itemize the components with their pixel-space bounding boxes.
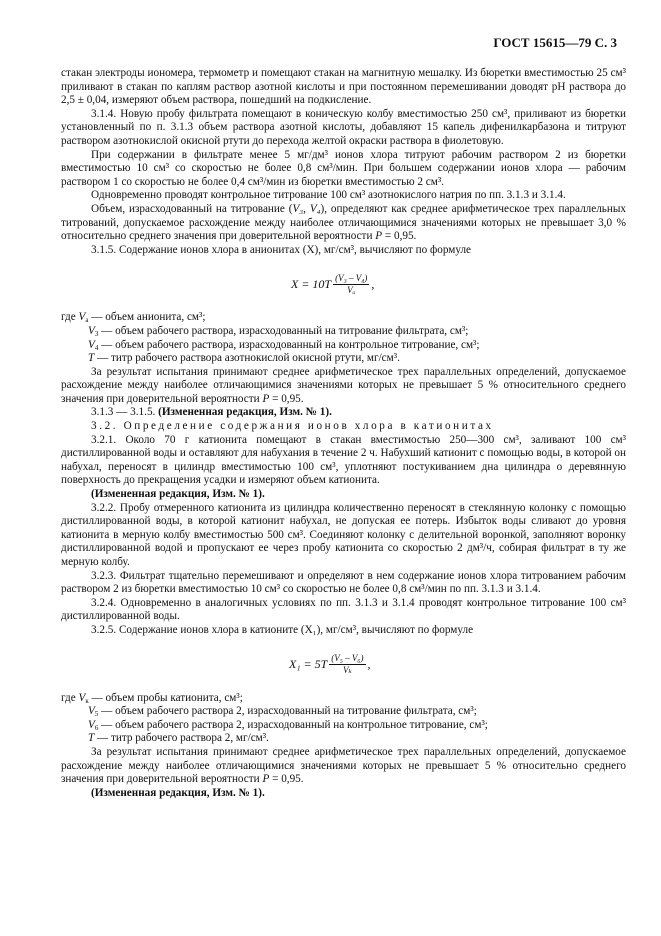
formula-numerator: (V₅ – V₆) <box>331 653 364 664</box>
definition-item: $V_3$ — объем рабочего раствора, израсходованный на титрование фильтрата, см³; <box>88 324 469 338</box>
paragraph: Объем, израсходованный на титрование (V₃, V₄), определяют как среднее арифметическое трех параллельных титрований, допускаемое расхождение между наиболее отличающимися значениями которых не превышает 3,0 % относительно среднего значения при доверительной вероятности P = 0,95. <box>61 202 627 243</box>
page-content <box>61 67 626 800</box>
paragraph-3-2-5: 3.2.5. Содержание ионов хлора в катионите (X₁), мг/см³, вычисляют по формуле <box>91 623 474 636</box>
definition-item: $V_5$ — объем рабочего раствора 2, израсходованный на титрование фильтрата, см³; <box>88 705 477 719</box>
paragraph-3-1-4: 3.1.4. Новую пробу фильтрата помещают в коническую колбу вместимостью 250 см³, приливают из бюретки установленный по п. 3.1.3 объем раствора азотной кислоты, добавляют 15 капель дифенилкарбазона и титруют раствором азотнокислой окисной ртути до перехода желтой окраски раствора в фиолетовую. <box>61 107 626 147</box>
formula-anion <box>61 267 626 301</box>
definition-item: где $V_а$ — объем анионита, см³; <box>61 311 206 325</box>
amendment-note: (Измененная редакция, Изм. № 1). <box>91 488 265 501</box>
formula-denominator: Vₖ <box>343 665 352 676</box>
amendment-note: (Измененная редакция, Изм. № 1). <box>91 786 265 799</box>
paragraph-3-2-1: 3.2.1. Около 70 г катионита помещают в стакан вместимостью 250—300 см³, заливают 100 см³ дистиллированной воды и оставляют для набухания в течение 2 ч. Набухший катионит с помощью воды, в которой он набухал, переносят в цилиндр вместимостью 100 см³, уплотняют постукиванием дна цилиндра о деревянную поверхность до прекращения усадки и измеряют объем катионита. <box>61 433 626 487</box>
definition-item: $V_4$ — объем рабочего раствора, израсходованный на контрольное титрование, см³; <box>88 338 480 352</box>
paragraph: При содержании в фильтрате менее 5 мг/дм³ ионов хлора титруют рабочим раствором 2 из бюретки вместимостью 10 см³ со скоростью не более 0,8 см³/мин. При большем содержании ионов хлора — рабочим раствором 1 со скоростью не более 0,4 см³/мин из бюретки вместимостью 2 см³. <box>61 148 626 188</box>
definition-item: T — титр рабочего раствора азотнокислой окисной ртути, мг/см³. <box>88 352 400 365</box>
paragraph: Одновременно проводят контрольное титрование 100 см³ азотнокислого натрия по пп. 3.1.3 и 3.1.4. <box>91 189 566 202</box>
paragraph-3-2-3: 3.2.3. Фильтрат тщательно перемешивают и определяют в нем содержание ионов хлора титрованием рабочим раствором 2 из бюретки вместимостью 10 см³ со скоростью не более 0,8 см³/мин по пп. 3.1.3 и 3.1.4. <box>61 569 626 596</box>
formula-cation <box>61 648 626 682</box>
definition-item: где $V_к$ — объем пробы катионита, см³; <box>61 691 243 705</box>
formula-lhs: X = 10T <box>291 276 332 291</box>
paragraph-3-2-2: 3.2.2. Пробу отмеренного катионита из цилиндра количественно переносят в стеклянную колонку с помощью дистиллированной воды, в которой катионит набухал, не допуская ее потерь. Избыток воды сливают до уровня катионита в мерную колбу вместимостью 500 см³. Соединяют колонку с делительной воронкой, заполняют воронку дистиллированной водой и пропускают ее через пробу катионита со скоростью 2 дм³/ч, собирая фильтрат в ту же мерную колбу. <box>61 501 626 568</box>
page-header: ГОСТ 15615—79 С. 3 <box>493 35 617 50</box>
formula-fraction <box>329 653 365 676</box>
paragraph-3-2-4: 3.2.4. Одновременно в аналогичных условиях по пп. 3.1.3 и 3.1.4 проводят контрольное титрование 100 см³ дистиллированной воды. <box>61 596 626 623</box>
formula-numerator: (V₃ – V₄) <box>335 272 368 283</box>
formula-tail: , <box>371 276 375 291</box>
formula-denominator: Vₐ <box>347 284 356 295</box>
paragraph: За результат испытания принимают среднее арифметическое трех параллельных определений, допускаемое расхождение между наиболее отличающимися значениями которых не превышает 5 % относительно среднего значения при доверительной вероятности P = 0,95. <box>61 745 626 786</box>
paragraph-3-1-5: 3.1.5. Содержание ионов хлора в анионитах (X), мг/см³, вычисляют по формуле <box>91 243 471 256</box>
paragraph: За результат испытания принимают среднее арифметическое трех параллельных определений, допускаемое расхождение между наиболее отличающимися значениями которых не превышает 5 % относительного среднего значения при доверительной вероятности P = 0,95. <box>61 365 626 405</box>
paragraph: стакан электроды иономера, термометр и помещают стакан на магнитную мешалку. Из бюретки вместимостью 25 см³ приливают в стакан по каплям раствор азотной кислоты и при постоянном перемешивании доводят pH раствора до 2,5 ± 0,04, измеряют объем раствора, пошедший на подкисление. <box>61 67 626 107</box>
formula-fraction <box>333 273 369 296</box>
definition-item: $V_6$ — объем рабочего раствора 2, израсходованный на контрольное титрование, см³; <box>88 718 488 732</box>
section-heading-3-2: 3.2. Определение содержания ионов хлора в катионитах <box>91 420 494 433</box>
formula-lhs: X₁ = 5T <box>289 656 328 671</box>
amendment-note: 3.1.3 — 3.1.5. (Измененная редакция, Изм. № 1). <box>91 406 332 419</box>
formula-tail: , <box>367 656 371 671</box>
definition-item: T — титр рабочего раствора 2, мг/см³. <box>88 732 269 745</box>
